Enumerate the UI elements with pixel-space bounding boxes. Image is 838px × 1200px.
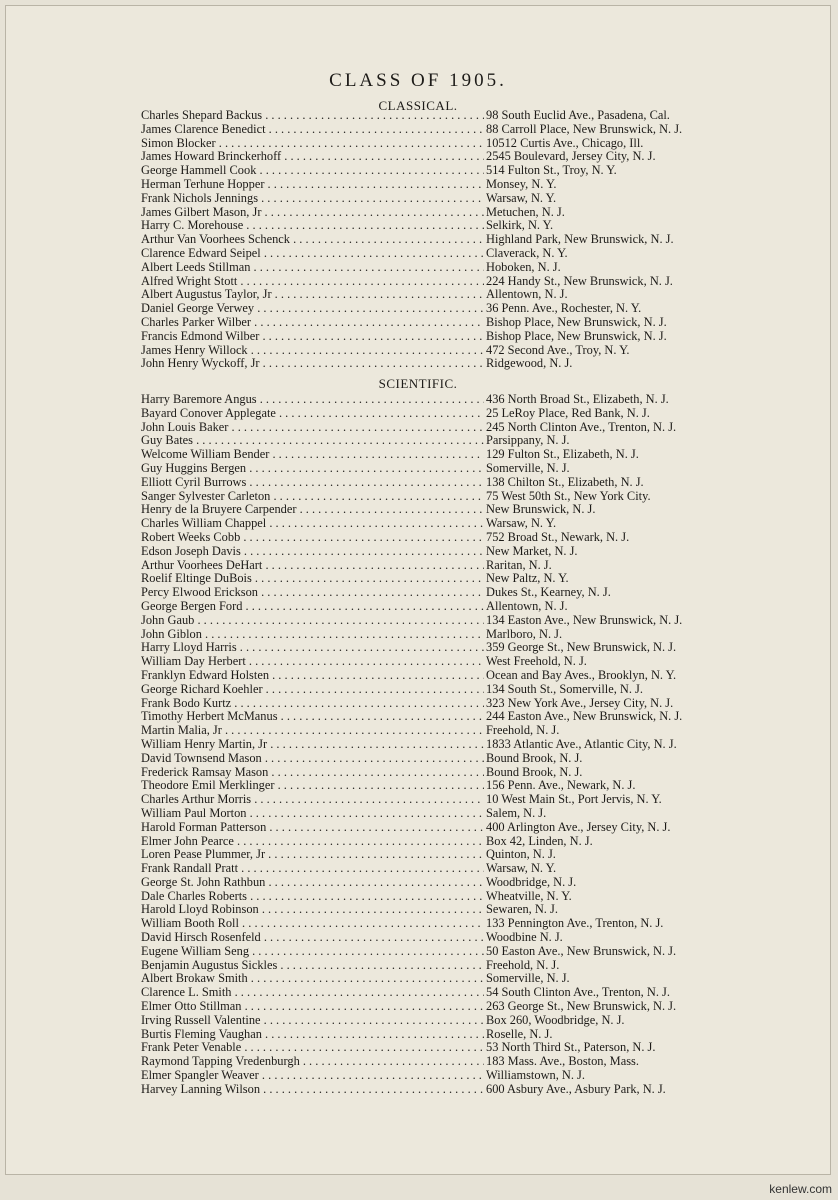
list-item <box>141 531 781 545</box>
student-name: Bayard Conover Applegate . . . <box>141 407 484 421</box>
student-name: Harry Lloyd Harris . . . <box>141 641 484 655</box>
student-name: Burtis Fleming Vaughan . . . <box>141 1028 484 1042</box>
student-address: 600 Asbury Ave., Asbury Park, N. J. <box>486 1081 666 1096</box>
student-name: George Hammell Cook . . . <box>141 164 484 178</box>
student-name: John Henry Wyckoff, Jr . . . <box>141 357 484 371</box>
student-name: David Townsend Mason . . . <box>141 752 484 766</box>
student-address: 156 Penn. Ave., Newark, N. J. <box>486 778 636 793</box>
list-item <box>141 641 781 655</box>
student-name: Benjamin Augustus Sickles . . . <box>141 959 484 973</box>
watermark: kenlew.com <box>769 1182 832 1196</box>
student-address: 75 West 50th St., New York City. <box>486 488 651 503</box>
classical-heading: CLASSICAL. <box>378 98 458 113</box>
list-item <box>141 302 781 316</box>
student-address: 323 New York Ave., Jersey City, N. J. <box>486 695 674 710</box>
student-name: Arthur Van Voorhees Schenck . . . <box>141 233 484 247</box>
list-item <box>141 669 781 683</box>
student-name: George Bergen Ford . . . <box>141 600 484 614</box>
list-item <box>141 724 781 738</box>
student-address: 472 Second Ave., Troy, N. Y. <box>486 342 630 357</box>
list-item <box>141 233 781 247</box>
student-name: Frank Nichols Jennings . . . <box>141 192 484 206</box>
list-item <box>141 137 781 151</box>
list-item <box>141 357 781 371</box>
student-address: 1833 Atlantic Ave., Atlantic City, N. J. <box>486 736 677 751</box>
student-address: 183 Mass. Ave., Boston, Mass. <box>486 1054 639 1069</box>
list-item <box>141 517 781 531</box>
student-name: Guy Huggins Bergen . . . <box>141 462 484 476</box>
list-item <box>141 490 781 504</box>
student-name: Albert Leeds Stillman . . . <box>141 261 484 275</box>
student-name: Timothy Herbert McManus . . . <box>141 710 484 724</box>
list-item <box>141 288 781 302</box>
student-address: 134 Easton Ave., New Brunswick, N. J. <box>486 612 683 627</box>
list-item <box>141 434 781 448</box>
list-item <box>141 697 781 711</box>
student-address: Freehold, N. J. <box>486 957 560 972</box>
student-name: Dale Charles Roberts . . . <box>141 890 484 904</box>
student-name: William Paul Morton . . . <box>141 807 484 821</box>
student-address: 54 South Clinton Ave., Trenton, N. J. <box>486 985 670 1000</box>
list-item <box>141 219 781 233</box>
list-item <box>141 1000 781 1014</box>
student-name: George St. John Rathbun . . . <box>141 876 484 890</box>
student-name: Herman Terhune Hopper . . . <box>141 178 484 192</box>
list-item <box>141 876 781 890</box>
student-name: Henry de la Bruyere Carpender . . . <box>141 503 484 517</box>
student-address: 134 South St., Somerville, N. J. <box>486 681 643 696</box>
student-address: West Freehold, N. J. <box>486 654 587 669</box>
student-address: Box 260, Woodbridge, N. J. <box>486 1012 625 1027</box>
student-address: Freehold, N. J. <box>486 723 560 738</box>
student-address: 245 North Clinton Ave., Trenton, N. J. <box>486 419 677 434</box>
list-item <box>141 344 781 358</box>
student-name: Elmer Spangler Weaver . . . <box>141 1069 484 1083</box>
student-address: 2545 Boulevard, Jersey City, N. J. <box>486 149 656 164</box>
student-address: 400 Arlington Ave., Jersey City, N. J. <box>486 819 671 834</box>
student-address: New Brunswick, N. J. <box>486 502 596 517</box>
list-item <box>141 407 781 421</box>
list-item <box>141 1028 781 1042</box>
student-name: George Richard Koehler . . . <box>141 683 484 697</box>
student-address: Sewaren, N. J. <box>486 902 558 917</box>
list-item <box>141 247 781 261</box>
student-name: Guy Bates . . . <box>141 434 484 448</box>
list-item <box>141 316 781 330</box>
student-name: Clarence Edward Seipel . . . <box>141 247 484 261</box>
student-address: New Market, N. J. <box>486 543 578 558</box>
list-item <box>141 738 781 752</box>
scientific-heading: SCIENTIFIC. <box>378 376 458 391</box>
list-item <box>141 779 781 793</box>
list-item <box>141 835 781 849</box>
student-name: Charles William Chappel . . . <box>141 517 484 531</box>
student-name: Irving Russell Valentine . . . <box>141 1014 484 1028</box>
student-address: Bound Brook, N. J. <box>486 764 583 779</box>
list-item <box>141 614 781 628</box>
list-item <box>141 752 781 766</box>
student-address: Claverack, N. Y. <box>486 245 568 260</box>
student-name: Charles Arthur Morris . . . <box>141 793 484 807</box>
student-address: 36 Penn. Ave., Rochester, N. Y. <box>486 301 642 316</box>
student-name: Clarence L. Smith . . . <box>141 986 484 1000</box>
student-address: 53 North Third St., Paterson, N. J. <box>486 1040 656 1055</box>
list-item <box>141 164 781 178</box>
list-item <box>141 1041 781 1055</box>
student-address: Highland Park, New Brunswick, N. J. <box>486 232 674 247</box>
student-name: Elmer John Pearce . . . <box>141 835 484 849</box>
list-item <box>141 917 781 931</box>
student-address: Williamstown, N. J. <box>486 1068 585 1083</box>
student-name: Percy Elwood Erickson . . . <box>141 586 484 600</box>
list-item <box>141 628 781 642</box>
student-address: Metuchen, N. J. <box>486 204 565 219</box>
student-address: Selkirk, N. Y. <box>486 218 554 233</box>
list-item <box>141 903 781 917</box>
student-address: 50 Easton Ave., New Brunswick, N. J. <box>486 943 677 958</box>
list-item <box>141 793 781 807</box>
student-address: 359 George St., New Brunswick, N. J. <box>486 640 677 655</box>
student-address: Salem, N. J. <box>486 805 547 820</box>
list-item <box>141 655 781 669</box>
student-name: Elmer Otto Stillman . . . <box>141 1000 484 1014</box>
student-address: 244 Easton Ave., New Brunswick, N. J. <box>486 709 683 724</box>
list-item <box>141 1055 781 1069</box>
student-address: Monsey, N. Y. <box>486 176 557 191</box>
student-address: 514 Fulton St., Troy, N. Y. <box>486 163 617 178</box>
student-name: Arthur Voorhees DeHart . . . <box>141 559 484 573</box>
list-item <box>141 821 781 835</box>
student-name: Theodore Emil Merklinger . . . <box>141 779 484 793</box>
student-name: Harry Baremore Angus . . . <box>141 393 484 407</box>
student-name: David Hirsch Rosenfeld . . . <box>141 931 484 945</box>
list-item <box>141 683 781 697</box>
student-address: 133 Pennington Ave., Trenton, N. J. <box>486 916 664 931</box>
student-name: Daniel George Verwey . . . <box>141 302 484 316</box>
student-name: Albert Brokaw Smith . . . <box>141 972 484 986</box>
list-item <box>141 275 781 289</box>
student-address: 129 Fulton St., Elizabeth, N. J. <box>486 447 639 462</box>
list-item <box>141 1083 781 1097</box>
student-address: Somerville, N. J. <box>486 460 570 475</box>
list-item <box>141 393 781 407</box>
list-item <box>141 192 781 206</box>
list-item <box>141 848 781 862</box>
list-item <box>141 972 781 986</box>
list-item <box>141 150 781 164</box>
student-name: Elliott Cyril Burrows . . . <box>141 476 484 490</box>
student-address: Bishop Place, New Brunswick, N. J. <box>486 328 667 343</box>
student-name: James Henry Willock . . . <box>141 344 484 358</box>
list-item <box>141 959 781 973</box>
student-address: Ridgewood, N. J. <box>486 356 573 371</box>
student-address: 10 West Main St., Port Jervis, N. Y. <box>486 792 662 807</box>
student-name: James Howard Brinckerhoff . . . <box>141 150 484 164</box>
list-item <box>141 462 781 476</box>
student-name: Sanger Sylvester Carleton . . . <box>141 490 484 504</box>
student-name: Harvey Lanning Wilson . . . <box>141 1083 484 1097</box>
student-name: Frank Bodo Kurtz . . . <box>141 697 484 711</box>
student-address: Hoboken, N. J. <box>486 259 561 274</box>
list-item <box>141 545 781 559</box>
student-address: Marlboro, N. J. <box>486 626 563 641</box>
list-item <box>141 586 781 600</box>
student-address: Wheatville, N. Y. <box>486 888 572 903</box>
student-address: Warsaw, N. Y. <box>486 190 557 205</box>
list-item <box>141 807 781 821</box>
student-name: Edson Joseph Davis . . . <box>141 545 484 559</box>
student-name: Martin Malia, Jr . . . <box>141 724 484 738</box>
page-title: CLASS OF 1905. <box>329 70 507 91</box>
list-item <box>141 766 781 780</box>
list-item <box>141 476 781 490</box>
student-address: Allentown, N. J. <box>486 598 568 613</box>
student-name: James Gilbert Mason, Jr . . . <box>141 206 484 220</box>
student-name: William Henry Martin, Jr . . . <box>141 738 484 752</box>
student-name: Harry C. Morehouse . . . <box>141 219 484 233</box>
list-item <box>141 421 781 435</box>
list-item <box>141 572 781 586</box>
student-address: 88 Carroll Place, New Brunswick, N. J. <box>486 121 683 136</box>
list-item <box>141 986 781 1000</box>
classical-list <box>141 109 781 371</box>
list-item <box>141 178 781 192</box>
student-address: Bishop Place, New Brunswick, N. J. <box>486 314 667 329</box>
student-name: Loren Pease Plummer, Jr . . . <box>141 848 484 862</box>
student-name: Frank Peter Venable . . . <box>141 1041 484 1055</box>
student-name: Eugene William Seng . . . <box>141 945 484 959</box>
list-item <box>141 945 781 959</box>
student-address: New Paltz, N. Y. <box>486 571 569 586</box>
student-name: John Giblon . . . <box>141 628 484 642</box>
student-name: Harold Lloyd Robinson . . . <box>141 903 484 917</box>
student-name: Raymond Tapping Vredenburgh . . . <box>141 1055 484 1069</box>
student-name: William Booth Roll . . . <box>141 917 484 931</box>
student-address: Allentown, N. J. <box>486 287 568 302</box>
list-item <box>141 448 781 462</box>
student-name: Alfred Wright Stott . . . <box>141 275 484 289</box>
student-address: Warsaw, N. Y. <box>486 861 557 876</box>
student-address: 263 George St., New Brunswick, N. J. <box>486 999 677 1014</box>
list-item <box>141 330 781 344</box>
student-name: Albert Augustus Taylor, Jr . . . <box>141 288 484 302</box>
list-item <box>141 559 781 573</box>
list-item <box>141 1069 781 1083</box>
list-item <box>141 890 781 904</box>
student-name: Charles Shepard Backus . . . <box>141 109 484 123</box>
student-address: Warsaw, N. Y. <box>486 516 557 531</box>
student-address: Bound Brook, N. J. <box>486 750 583 765</box>
student-name: Frederick Ramsay Mason . . . <box>141 766 484 780</box>
student-name: Francis Edmond Wilber . . . <box>141 330 484 344</box>
student-address: 752 Broad St., Newark, N. J. <box>486 529 630 544</box>
student-address: Raritan, N. J. <box>486 557 552 572</box>
student-address: 10512 Curtis Ave., Chicago, Ill. <box>486 135 644 150</box>
student-name: Charles Parker Wilber . . . <box>141 316 484 330</box>
list-item <box>141 123 781 137</box>
student-name: William Day Herbert . . . <box>141 655 484 669</box>
list-item <box>141 600 781 614</box>
student-address: Quinton, N. J. <box>486 847 556 862</box>
list-item <box>141 1014 781 1028</box>
student-address: Ocean and Bay Aves., Brooklyn, N. Y. <box>486 667 677 682</box>
student-name: Roelif Eltinge DuBois . . . <box>141 572 484 586</box>
list-item <box>141 109 781 123</box>
list-item <box>141 261 781 275</box>
scientific-list <box>141 393 781 1097</box>
student-address: Box 42, Linden, N. J. <box>486 833 593 848</box>
document-page <box>5 5 831 1175</box>
list-item <box>141 931 781 945</box>
student-address: 98 South Euclid Ave., Pasadena, Cal. <box>486 108 670 122</box>
list-item <box>141 206 781 220</box>
student-address: Woodbridge, N. J. <box>486 874 577 889</box>
student-address: Dukes St., Kearney, N. J. <box>486 585 611 600</box>
student-name: Frank Randall Pratt . . . <box>141 862 484 876</box>
student-name: John Louis Baker . . . <box>141 421 484 435</box>
student-address: 25 LeRoy Place, Red Bank, N. J. <box>486 405 650 420</box>
student-address: Roselle, N. J. <box>486 1026 553 1041</box>
student-name: James Clarence Benedict . . . <box>141 123 484 137</box>
student-name: Welcome William Bender . . . <box>141 448 484 462</box>
student-address: 436 North Broad St., Elizabeth, N. J. <box>486 392 669 406</box>
list-item <box>141 503 781 517</box>
student-name: Franklyn Edward Holsten . . . <box>141 669 484 683</box>
student-name: Robert Weeks Cobb . . . <box>141 531 484 545</box>
student-address: Parsippany, N. J. <box>486 433 570 448</box>
student-name: Harold Forman Patterson . . . <box>141 821 484 835</box>
student-name: John Gaub . . . <box>141 614 484 628</box>
list-item <box>141 862 781 876</box>
student-address: 138 Chilton St., Elizabeth, N. J. <box>486 474 644 489</box>
student-address: 224 Handy St., New Brunswick, N. J. <box>486 273 673 288</box>
student-name: Simon Blocker . . . <box>141 137 484 151</box>
list-item <box>141 710 781 724</box>
student-address: Woodbine N. J. <box>486 930 563 945</box>
student-address: Somerville, N. J. <box>486 971 570 986</box>
